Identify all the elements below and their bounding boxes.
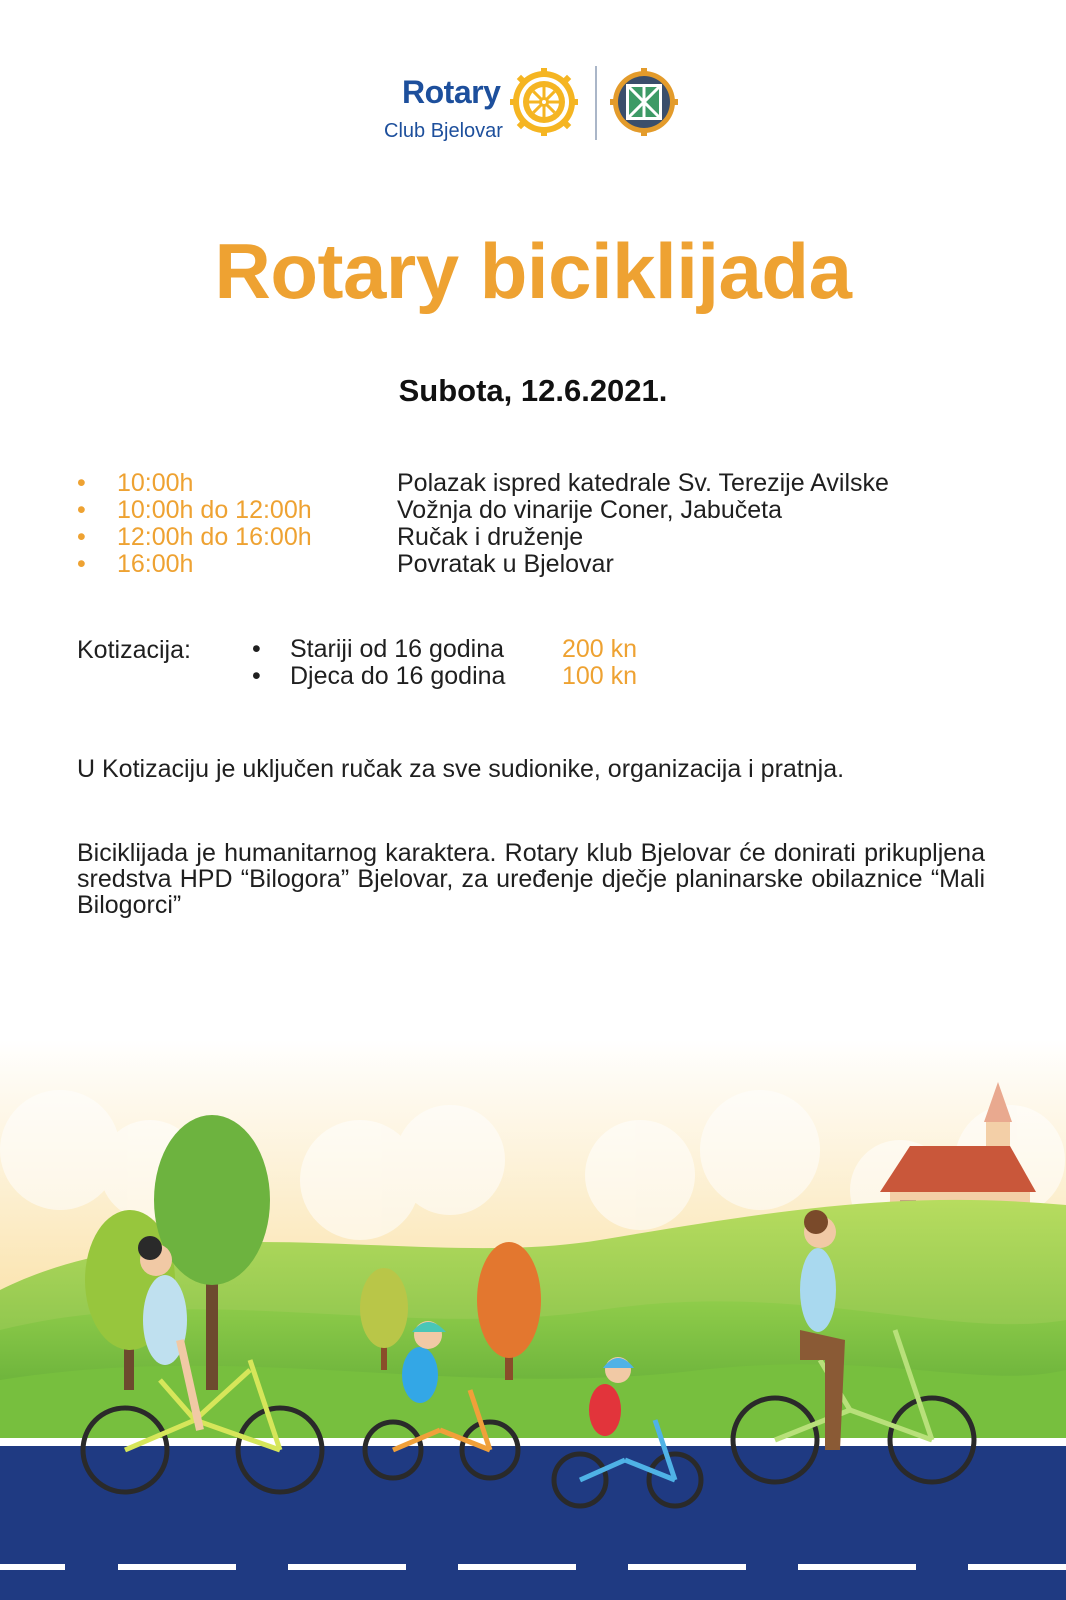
- logo-rotary-text: Rotary: [402, 74, 501, 110]
- fee-category: Djeca do 16 godina: [290, 662, 506, 690]
- schedule-item: [77, 524, 977, 551]
- logo-divider: [595, 66, 597, 140]
- fees-section: [77, 636, 777, 696]
- schedule-description: Povratak u Bjelovar: [397, 550, 614, 578]
- logo-club-text: Club Bjelovar: [384, 120, 503, 142]
- fee-price: 100 kn: [562, 662, 638, 690]
- bullet-icon: •: [77, 523, 86, 551]
- schedule-item: [77, 497, 977, 524]
- schedule-time: 16:00h: [117, 550, 194, 578]
- schedule-description: Vožnja do vinarije Coner, Jabučeta: [397, 496, 782, 524]
- schedule-time: 12:00h do 16:00h: [117, 523, 312, 551]
- road: [0, 1438, 1066, 1600]
- bullet-icon: •: [77, 469, 86, 497]
- bullet-icon: •: [77, 496, 86, 524]
- charity-paragraph: Biciklijada je humanitarnog karaktera. Rotary klub Bjelovar će donirati prikupljena sredstva HPD “Bilogora” Bjelovar, za uređenje dječje planinarske obilaznice “Mali Bilogorci”: [77, 839, 985, 919]
- schedule-list: [77, 470, 977, 578]
- fee-price: 200 kn: [562, 635, 638, 663]
- fees-label: Kotizacija:: [77, 636, 191, 664]
- schedule-item: [77, 551, 977, 578]
- club-crest-icon: [610, 68, 678, 136]
- page-title: Rotary biciklijada: [214, 227, 852, 315]
- rotary-logo: [382, 64, 682, 146]
- road-edge-line: [0, 1438, 1066, 1446]
- schedule-item: [77, 470, 977, 497]
- fee-category: Stariji od 16 godina: [290, 635, 505, 663]
- fee-note: U Kotizaciju je uključen ručak za sve sudionike, organizacija i pratnja.: [77, 755, 845, 783]
- schedule-description: Ručak i druženje: [397, 523, 584, 551]
- road-dashes: [0, 1564, 1066, 1570]
- schedule-description: Polazak ispred katedrale Sv. Terezije Avilske: [397, 469, 889, 497]
- cycling-family-illustration: [0, 1040, 1066, 1600]
- bullet-icon: •: [252, 635, 261, 663]
- rotary-wheel-icon: [510, 68, 578, 136]
- event-date: Subota, 12.6.2021.: [398, 373, 668, 408]
- schedule-time: 10:00h do 12:00h: [117, 496, 312, 524]
- schedule-time: 10:00h: [117, 469, 194, 497]
- bullet-icon: •: [77, 550, 86, 578]
- bullet-icon: •: [252, 662, 261, 690]
